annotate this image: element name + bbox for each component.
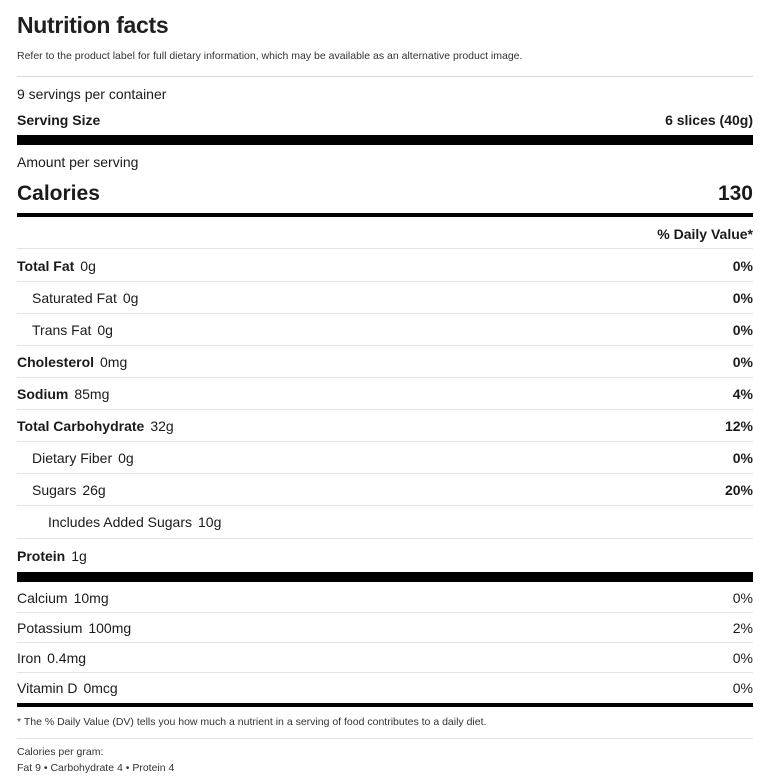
nutrient-dv: 0%: [732, 258, 753, 274]
nutrient-name: Total Fat: [17, 258, 75, 274]
mineral-amount: 0mcg: [83, 680, 118, 696]
daily-value-header-label: % Daily Value*: [657, 226, 753, 242]
divider: [17, 409, 753, 410]
nutrient-amount: 0mg: [100, 354, 128, 370]
nutrient-row-total-carbohydrate: [17, 412, 753, 440]
mineral-row-calcium: [17, 585, 753, 611]
mineral-row-potassium: [17, 615, 753, 641]
nutrition-subtitle: Refer to the product label for full dietary information, which may be available as an alternative product image.: [17, 50, 523, 62]
servings-per-container: 9 servings per container: [17, 86, 167, 102]
nutrient-amount: 32g: [150, 418, 174, 434]
serving-size-value: 6 slices (40g): [665, 112, 753, 128]
nutrient-name: Dietary Fiber: [32, 450, 113, 466]
calories-row: [17, 178, 753, 210]
mineral-dv: 2%: [732, 620, 753, 636]
mineral-dv: 0%: [732, 680, 753, 696]
nutrient-name: Cholesterol: [17, 354, 95, 370]
daily-value-footnote: * The % Daily Value (DV) tells you how much a nutrient in a serving of food contributes to a daily diet.: [17, 716, 487, 728]
calories-label: Calories: [17, 182, 100, 205]
amount-per-serving: [17, 152, 753, 172]
nutrient-dv: 4%: [732, 386, 753, 402]
medium-divider: [17, 213, 753, 217]
nutrient-row-trans-fat: [17, 316, 753, 344]
thick-divider: [17, 572, 753, 582]
nutrient-amount: 0g: [122, 290, 139, 306]
medium-divider: [17, 703, 753, 707]
nutrient-row-dietary-fiber: [17, 444, 753, 472]
mineral-name: Calcium: [17, 590, 68, 606]
mineral-name: Potassium: [17, 620, 83, 636]
mineral-name: Iron: [17, 650, 42, 666]
nutrient-dv: 0%: [732, 322, 753, 338]
serving-size-label: Serving Size: [17, 112, 101, 128]
nutrient-name: Total Carbohydrate: [17, 418, 145, 434]
nutrient-name: Trans Fat: [32, 322, 92, 338]
divider: [17, 538, 753, 539]
divider: [17, 345, 753, 346]
nutrient-row-protein: [17, 542, 753, 570]
nutrient-amount: 10g: [198, 514, 222, 530]
mineral-dv: 0%: [732, 650, 753, 666]
divider: [17, 248, 753, 249]
divider: [17, 281, 753, 282]
divider: [17, 738, 753, 739]
divider: [17, 505, 753, 506]
nutrient-name: Protein: [17, 548, 66, 564]
nutrient-dv: 12%: [724, 418, 753, 434]
nutrient-row-saturated-fat: [17, 284, 753, 312]
thick-divider: [17, 135, 753, 145]
nutrient-row-cholesterol: [17, 348, 753, 376]
divider: [17, 441, 753, 442]
nutrient-amount: 1g: [71, 548, 87, 564]
servings-row: [17, 84, 753, 104]
divider: [17, 76, 753, 77]
nutrient-row-sodium: [17, 380, 753, 408]
nutrient-name: Sodium: [17, 386, 69, 402]
divider: [17, 377, 753, 378]
mineral-amount: 0.4mg: [47, 650, 87, 666]
nutrient-amount: 0g: [97, 322, 113, 338]
mineral-row-iron: [17, 645, 753, 671]
divider: [17, 672, 753, 673]
nutrient-name: Includes Added Sugars: [48, 514, 192, 530]
nutrient-amount: 0g: [118, 450, 134, 466]
nutrient-dv: 0%: [732, 354, 753, 370]
mineral-dv: 0%: [732, 590, 753, 606]
nutrient-dv: 0%: [732, 450, 753, 466]
nutrient-dv: 20%: [724, 482, 753, 498]
divider: [17, 313, 753, 314]
mineral-amount: 10mg: [73, 590, 109, 606]
daily-value-header: [17, 222, 753, 246]
mineral-name: Vitamin D: [17, 680, 78, 696]
divider: [17, 473, 753, 474]
nutrient-name: Saturated Fat: [32, 290, 117, 306]
nutrient-name: Sugars: [32, 482, 77, 498]
calories-per-gram-values: Fat 9 • Carbohydrate 4 • Protein 4: [17, 762, 175, 774]
nutrient-row-total-fat: [17, 252, 753, 280]
nutrient-row-added-sugars: [17, 508, 753, 536]
mineral-amount: 100mg: [88, 620, 132, 636]
amount-per-serving-label: Amount per serving: [17, 154, 139, 170]
nutrition-title: Nutrition facts: [17, 12, 169, 38]
nutrient-amount: 0g: [80, 258, 96, 274]
nutrient-amount: 26g: [82, 482, 106, 498]
nutrient-amount: 85mg: [74, 386, 110, 402]
divider: [17, 642, 753, 643]
calories-per-gram-label: Calories per gram:: [17, 746, 104, 758]
nutrient-dv: 0%: [732, 290, 753, 306]
mineral-row-vitamin-d: [17, 675, 753, 701]
divider: [17, 612, 753, 613]
nutrient-row-sugars: [17, 476, 753, 504]
serving-size-row: [17, 110, 753, 130]
calories-value: 130: [717, 182, 753, 205]
